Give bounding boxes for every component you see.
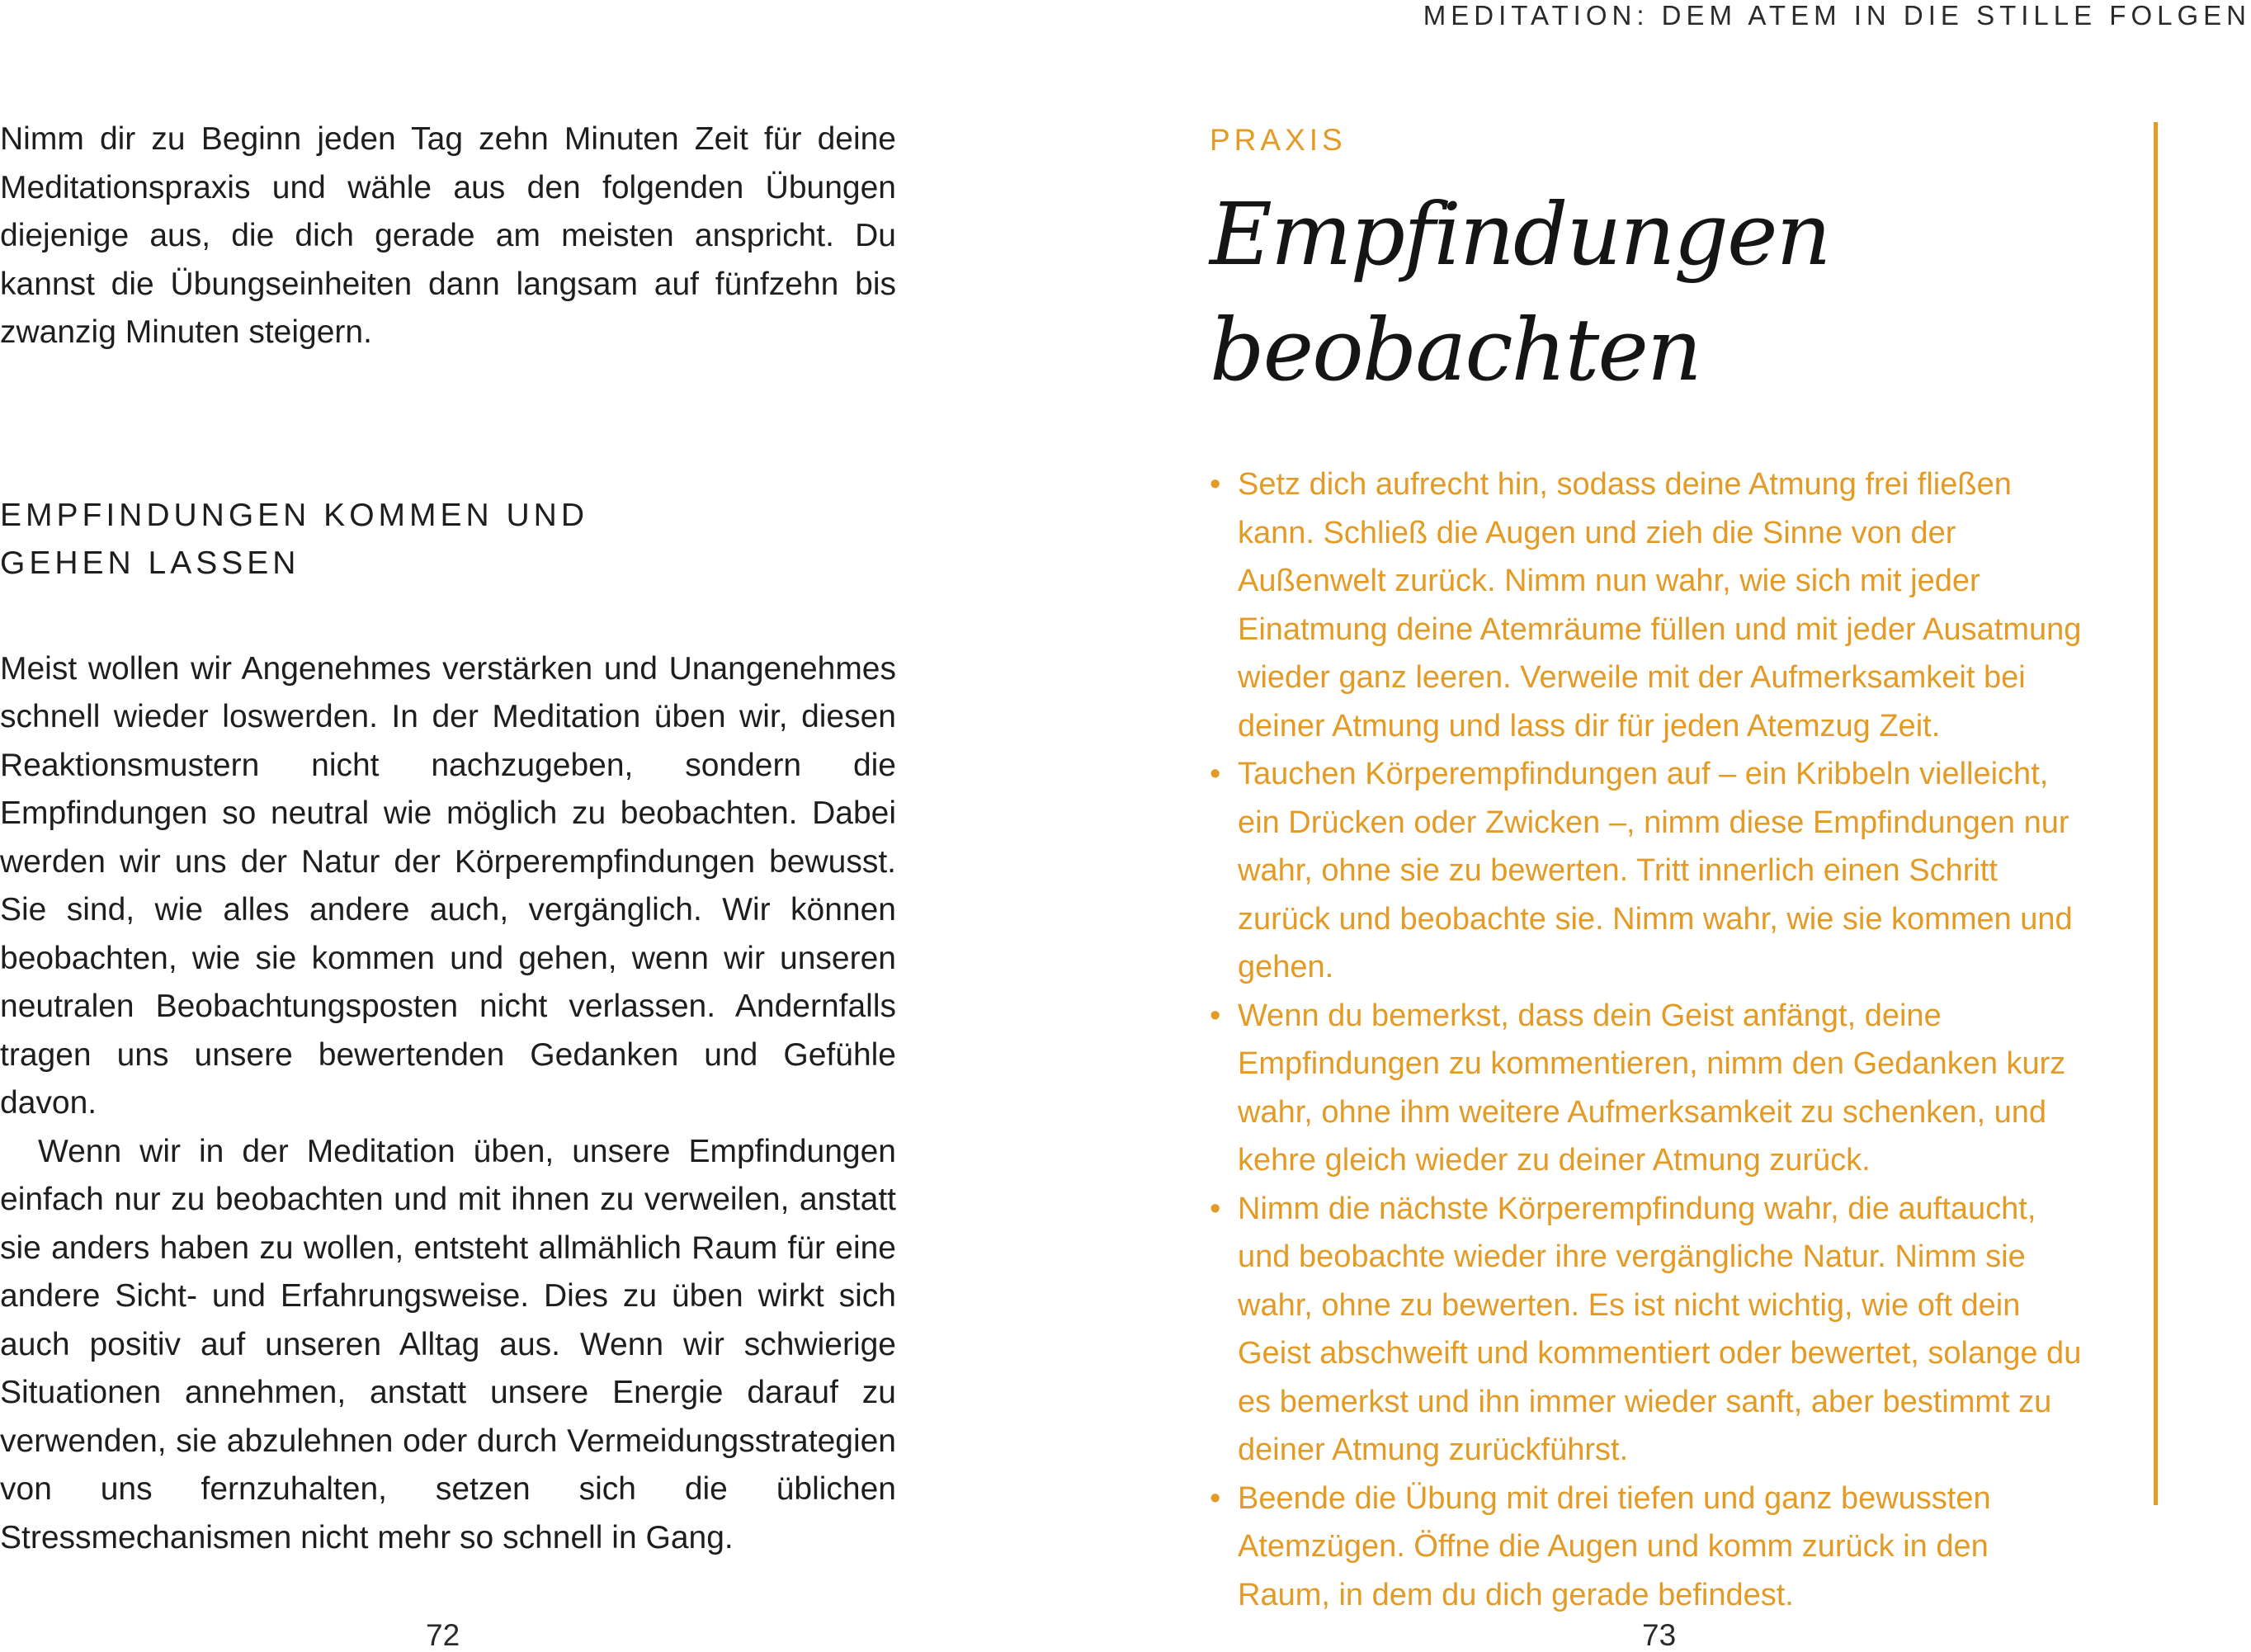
practice-list [1210,460,2117,1619]
page-number-right: 73 [1642,1618,1677,1652]
practice-item-3 [1210,992,2084,1185]
practice-item-5 [1210,1475,2084,1620]
body-paragraph-2: Wenn wir in der Meditation üben, unsere Empfindungen einfach nur zu beobachten und mit ihnen zu verweilen, anstatt sie anders haben zu wollen, entsteht allmählich Raum für eine andere Sicht- und Erfahrungsweise. Dies zu üben wirkt sich auch positiv auf unseren Alltag aus. Wenn wir schwierige Situationen annehmen, anstatt unsere Energie darauf zu verwenden, sie abzulehnen oder durch Vermeidungsstrategien von uns fernzuhalten, setzen sich die üblichen Stressmechanismen nicht mehr so schnell in Gang. [0,1133,896,1555]
bullet-icon: • [1210,1191,1221,1226]
right-page [1210,116,2117,1619]
practice-item-2 [1210,750,2084,992]
page-number-left: 72 [426,1618,460,1652]
praxis-label: PRAXIS [1210,123,1347,157]
practice-item-4 [1210,1185,2084,1475]
intro-paragraph: Nimm dir zu Beginn jeden Tag zehn Minuten Zeit für deine Meditationspraxis und wähle aus den folgenden Übungen diejenige aus, die dich gerade am meisten anspricht. Du kannst die Übungseinheiten dann langsam auf fünfzehn bis zwanzig Minuten steigern. [0,121,896,350]
practice-item-text: Wenn du bemerkst, dass dein Geist anfängt, deine Empfindungen zu kommentieren, nimm den Gedanken kurz wahr, ohne ihm weitere Aufmerksamkeit zu schenken, und kehre gleich wieder zu deiner Atmung zurück. [1238,998,2066,1178]
bullet-icon: • [1210,757,1221,791]
script-title: Empfindungen beobachten [1210,184,1830,400]
practice-item-text: Setz dich aufrecht hin, sodass deine Atmung frei fließen kann. Schließ die Augen und zieh die Sinne von der Außenwelt zurück. Nimm nun wahr, wie sich mit jeder Einatmung deine Atemräume füllen und mit jeder Ausatmung wieder ganz leeren. Verweile mit der Aufmerksamkeit bei deiner Atmung und lass dir für jeden Atemzug Zeit. [1238,467,2082,743]
bullet-icon: • [1210,467,1221,502]
practice-item-text: Tauchen Körperempfindungen auf – ein Kribbeln vielleicht, ein Drücken oder Zwicken –, nimm diese Empfindungen nur wahr, ohne sie zu bewerten. Tritt innerlich einen Schritt zurück und beobachte sie. Nimm wahr, wie sie kommen und gehen. [1238,757,2073,984]
body-text [0,645,896,1563]
practice-item-text: Beende die Übung mit drei tiefen und ganz bewussten Atemzügen. Öffne die Augen und komm zurück in den Raum, in dem du dich gerade befindest. [1238,1480,1991,1612]
section-heading: EMPFINDUNGEN KOMMEN UND GEHEN LASSEN [0,497,589,581]
bullet-icon: • [1210,998,1221,1033]
practice-item-1 [1210,460,2084,750]
running-head: MEDITATION: DEM ATEM IN DIE STILLE FOLGEN [1423,0,2251,31]
bullet-icon: • [1210,1480,1221,1516]
accent-rule [2154,122,2158,1505]
left-page [0,116,896,1562]
practice-item-text: Nimm die nächste Körperempfindung wahr, die auftaucht, und beobachte wieder ihre vergängliche Natur. Nimm sie wahr, ohne zu bewerten. Es ist nicht wichtig, wie oft dein Geist abschweift und kommentiert oder bewertet, solange du es bemerkst und ihn immer wieder sanft, aber bestimmt zu deiner Atmung zurückführst. [1238,1191,2082,1467]
body-paragraph-1: Meist wollen wir Angenehmes verstärken und Unangenehmes schnell wieder loswerden. In der Meditation üben wir, diesen Reaktionsmustern nicht nachzugeben, sondern die Empfindungen so neutral wie möglich zu beobachten. Dabei werden wir uns der Natur der Körperempfindungen bewusst. Sie sind, wie alles andere auch, vergänglich. Wir können beobachten, wie sie kommen und gehen, wenn wir unseren neutralen Beobachtungsposten nicht verlassen. Andernfalls tragen uns unsere bewertenden Gedanken und Gefühle davon. [0,650,896,1121]
